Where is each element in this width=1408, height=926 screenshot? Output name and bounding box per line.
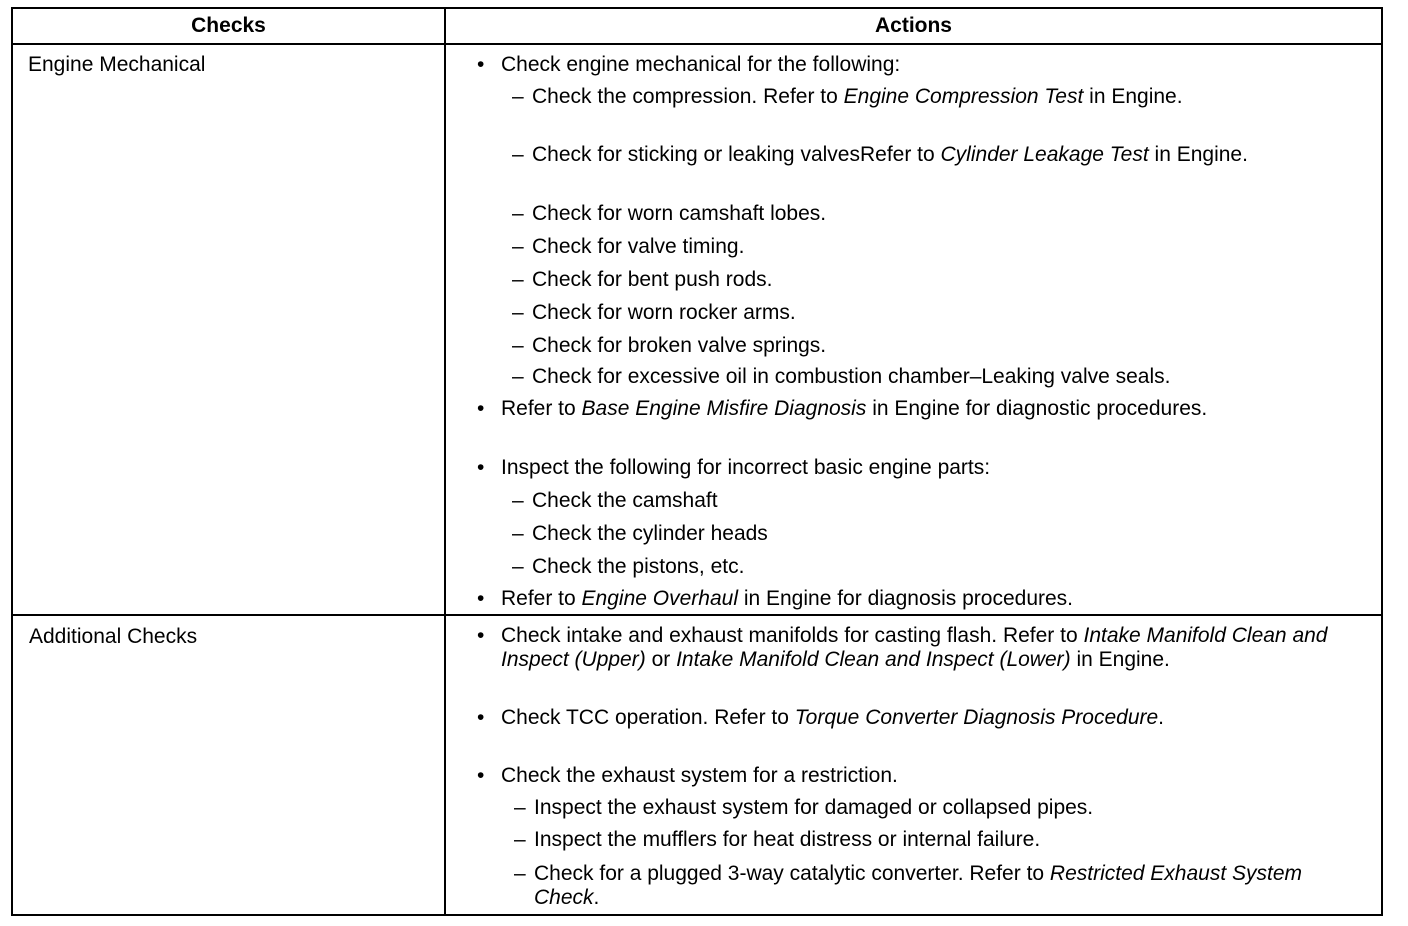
column-divider bbox=[444, 9, 446, 914]
reference-link: Engine Compression Test bbox=[843, 85, 1084, 108]
action-subitem: – Check for a plugged 3-way catalytic converter. Refer to Restricted Exhaust System Check. bbox=[534, 862, 1364, 910]
action-subitem: – Check the cylinder heads bbox=[532, 522, 768, 546]
action-subitem: – Inspect the exhaust system for damaged or collapsed pipes. bbox=[534, 796, 1093, 820]
action-subitem: – Check for sticking or leaking valvesRefer to Cylinder Leakage Test in Engine. bbox=[532, 143, 1248, 167]
reference-link: Intake Manifold Clean and Inspect (Upper) bbox=[501, 624, 1328, 671]
action-subitem: – Check the compression. Refer to Engine Compression Test in Engine. bbox=[532, 85, 1183, 109]
action-subitem: – Check for valve timing. bbox=[532, 235, 744, 259]
action-item: • Check the exhaust system for a restriction. bbox=[501, 764, 898, 788]
action-subitem: – Check for bent push rods. bbox=[532, 268, 772, 292]
action-subitem: – Check for worn rocker arms. bbox=[532, 301, 796, 325]
action-item: • Check TCC operation. Refer to Torque Converter Diagnosis Procedure. bbox=[501, 706, 1164, 730]
action-subitem: – Check the pistons, etc. bbox=[532, 555, 744, 579]
header-divider bbox=[13, 43, 1381, 45]
action-subitem: – Check the camshaft bbox=[532, 489, 718, 513]
action-subitem: – Check for excessive oil in combustion chamber–Leaking valve seals. bbox=[532, 365, 1170, 389]
reference-link: Restricted Exhaust System Check bbox=[534, 862, 1303, 909]
header-actions: Actions bbox=[874, 14, 952, 37]
reference-link: Engine Overhaul bbox=[581, 587, 738, 610]
action-item: • Check engine mechanical for the following: bbox=[501, 53, 900, 77]
reference-link: Cylinder Leakage Test bbox=[940, 143, 1149, 166]
diagnostic-table bbox=[11, 7, 1383, 916]
action-item: • Check intake and exhaust manifolds for casting flash. Refer to Intake Manifold Clean and Inspect (Upper) or Intake Manifold Clean and Inspect (Lower) in Engine. bbox=[501, 624, 1371, 672]
action-item: • Refer to Base Engine Misfire Diagnosis in Engine for diagnostic procedures. bbox=[501, 397, 1207, 421]
action-subitem: – Check for worn camshaft lobes. bbox=[532, 202, 826, 226]
action-subitem: – Inspect the mufflers for heat distress or internal failure. bbox=[534, 828, 1040, 852]
check-engine-mechanical: Engine Mechanical bbox=[28, 53, 206, 76]
reference-link: Intake Manifold Clean and Inspect (Lower) bbox=[676, 648, 1071, 671]
row-divider bbox=[13, 614, 1381, 616]
header-checks: Checks bbox=[191, 14, 266, 37]
reference-link: Base Engine Misfire Diagnosis bbox=[581, 397, 867, 420]
action-item: • Inspect the following for incorrect basic engine parts: bbox=[501, 456, 990, 480]
action-subitem: – Check for broken valve springs. bbox=[532, 334, 826, 358]
check-additional-checks: Additional Checks bbox=[29, 625, 198, 648]
reference-link: Torque Converter Diagnosis Procedure bbox=[794, 706, 1159, 729]
action-item: • Refer to Engine Overhaul in Engine for diagnosis procedures. bbox=[501, 587, 1073, 611]
